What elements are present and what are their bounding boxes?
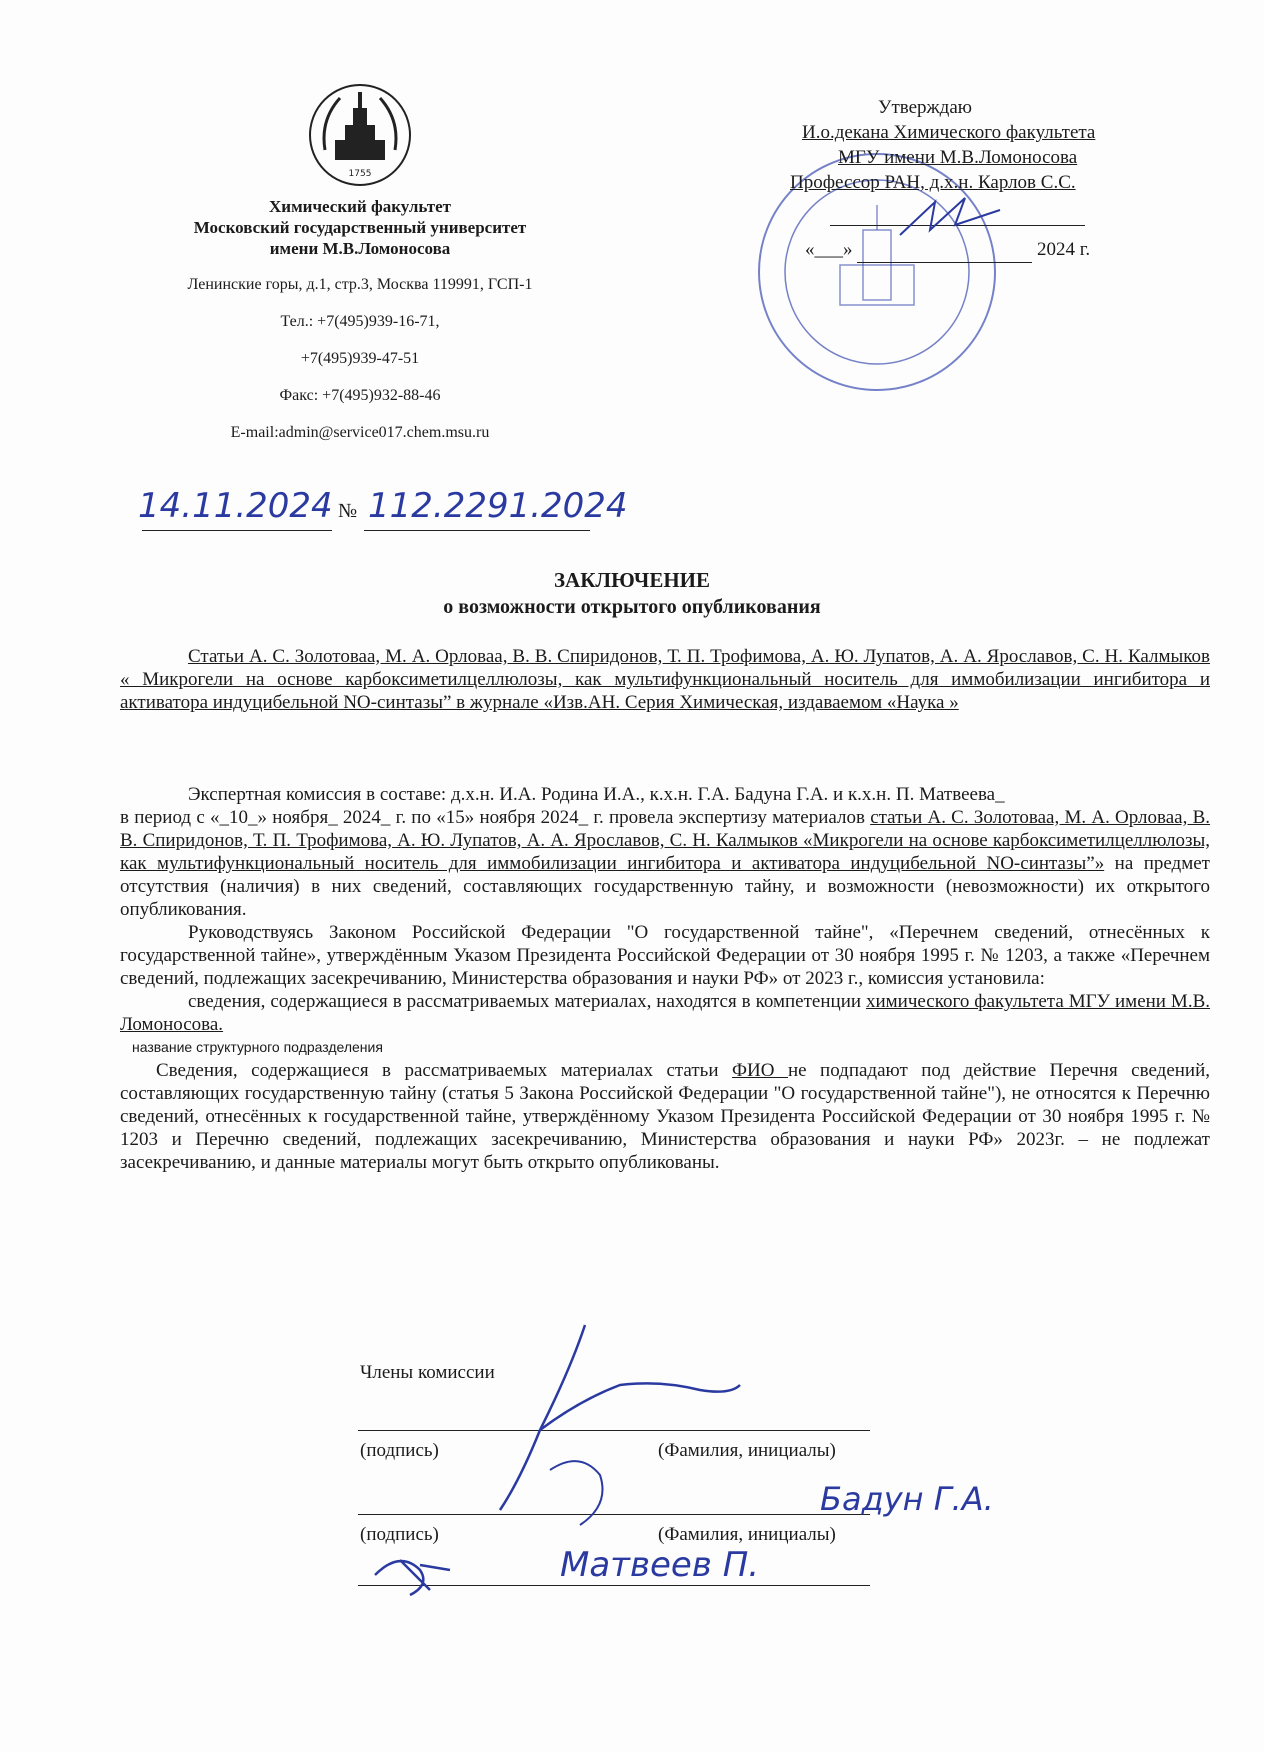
document-subtitle: о возможности открытого опубликования bbox=[443, 596, 821, 618]
org-header bbox=[120, 80, 600, 442]
org-name-1: Химический факультет bbox=[269, 197, 451, 216]
number-underline bbox=[364, 530, 590, 531]
handwritten-name-1: Бадун Г.А. bbox=[820, 1480, 994, 1518]
director-signature bbox=[895, 190, 1005, 250]
org-fax: Факс: +7(495)932-88-46 bbox=[279, 387, 441, 404]
document-title: ЗАКЛЮЧЕНИЕ bbox=[553, 568, 711, 592]
org-name-2: Московский государственный университет bbox=[193, 218, 527, 237]
member-signature-2 bbox=[370, 1540, 460, 1600]
article-paragraph: Статьи А. С. Золотоваа, М. А. Орловаа, В. В. Спиридонов, Т. П. Трофимова, А. Ю. Лупатов, А. А. Ярославов, С. Н. Калмыков « Микрогели на основе карбоксиметилцеллюлозы, как мультифункциональный носитель для иммобилизации ингибитора и активатора индуцибельной NO-синтазы” в журнале «Изв.АН. Серия Химическая, издаваемом «Наука » bbox=[120, 646, 1210, 713]
commission-text: Экспертная комиссия в составе: д.х.н. И.А. Родина И.А., к.х.н. Г.А. Бадуна Г.А. и к.х.н. П. Матвеева_ bbox=[188, 784, 1005, 805]
approval-title: Утверждаю bbox=[878, 97, 972, 118]
org-phone-1: Тел.: +7(495)939-16-71, bbox=[280, 313, 440, 330]
guided-text: Руководствуясь Законом Российской Федерации "О государственной тайне", «Перечнем сведений, отнесённых к государственной тайне», утверждённым Указом Президента Российской Федерации от 30 ноября 1995 г. № 1203, а также «Перечнем сведений, подлежащих засекречиванию, Министерства образования и науки РФ» от 2023 г., комиссия установила: bbox=[120, 922, 1210, 989]
registration-number-sign: № bbox=[338, 500, 358, 522]
approval-block bbox=[760, 95, 1180, 263]
period-text: в период с «_10_» ноября_ 2024_ г. по «15» ноября 2024_ г. провела экспертизу материалов bbox=[120, 807, 871, 828]
approval-year: 2024 г. bbox=[1037, 239, 1091, 260]
conclusion-text: Сведения, содержащиеся в рассматриваемых материалах статьи bbox=[156, 1060, 732, 1081]
name-label-1: (Фамилия, инициалы) bbox=[658, 1440, 836, 1461]
period-article: статьи А. С. Золотоваа, М. А. Орловаа, В. В. Спиридонов, Т. П. Трофимова, А. Ю. Лупатов, А. А. Ярославов, С. Н. Калмыков «Микрогели на основе карбоксиметилцеллюлозы, как мультифункциональный носитель для иммобилизации ингибитора и активатора индуцибельной NO-синтазы”» bbox=[120, 807, 1211, 874]
unit-caption: название структурного подразделения bbox=[132, 1039, 383, 1055]
date-underline bbox=[142, 530, 332, 531]
registration-number: 112.2291.2024 bbox=[368, 486, 628, 526]
msu-emblem-icon bbox=[305, 80, 415, 190]
period-post: на предмет отсутствия (наличия) в них сведений, составляющих государственную тайну, и возможности (невозможности) их открытого опубликования. bbox=[120, 853, 1210, 920]
name-label-2: (Фамилия, инициалы) bbox=[658, 1524, 836, 1545]
signature-label-1: (подпись) bbox=[360, 1440, 439, 1461]
signature-label-2: (подпись) bbox=[360, 1524, 439, 1545]
emblem-year: 1755 bbox=[348, 169, 372, 179]
approval-date-quotes: «___» bbox=[805, 239, 853, 260]
org-email: E-mail:admin@service017.chem.msu.ru bbox=[230, 424, 490, 441]
handwritten-name-2: Матвеев П. bbox=[560, 1545, 760, 1585]
registration-date: 14.11.2024 bbox=[138, 486, 333, 526]
org-address: Ленинские горы, д.1, стр.3, Москва 119991, ГСП-1 bbox=[187, 276, 533, 293]
org-phone-2: +7(495)939-47-51 bbox=[300, 350, 420, 367]
org-name-3: имени М.В.Ломоносова bbox=[269, 239, 451, 258]
member-signature-1 bbox=[480, 1310, 780, 1540]
conclusion-fio: ФИО bbox=[732, 1060, 788, 1081]
registration-line bbox=[130, 486, 628, 542]
competence-unit: химического факультета МГУ имени М.В. Ломоносова. bbox=[120, 991, 1210, 1035]
competence-text: сведения, содержащиеся в рассматриваемых материалах, находятся в компетенции bbox=[188, 991, 866, 1012]
approval-line-3: Профессор РАН, д.х.н. Карлов С.С. bbox=[790, 172, 1076, 193]
conclusion-post: не подпадают под действие Перечня сведений, составляющих государственную тайну (статья 5 Закона Российской Федерации "О государственной тайне"), не относятся к Перечню сведений, отнесённых к государственной тайне, утверждённому Указом Президента Российской Федерации от 30 ноября 1995 г. № 1203 и Перечню сведений, подлежащих засекречиванию, Министерства образования и науки РФ» 2023г. – не подлежат засекречиванию, и данные материалы могут быть открыто опубликованы. bbox=[120, 1060, 1211, 1173]
approval-line-1: И.о.декана Химического факультета bbox=[802, 122, 1096, 143]
approval-line-2: МГУ имени М.В.Ломоносова bbox=[838, 147, 1078, 168]
commission-paragraph bbox=[120, 783, 1210, 1174]
members-label: Члены комиссии bbox=[360, 1362, 495, 1383]
